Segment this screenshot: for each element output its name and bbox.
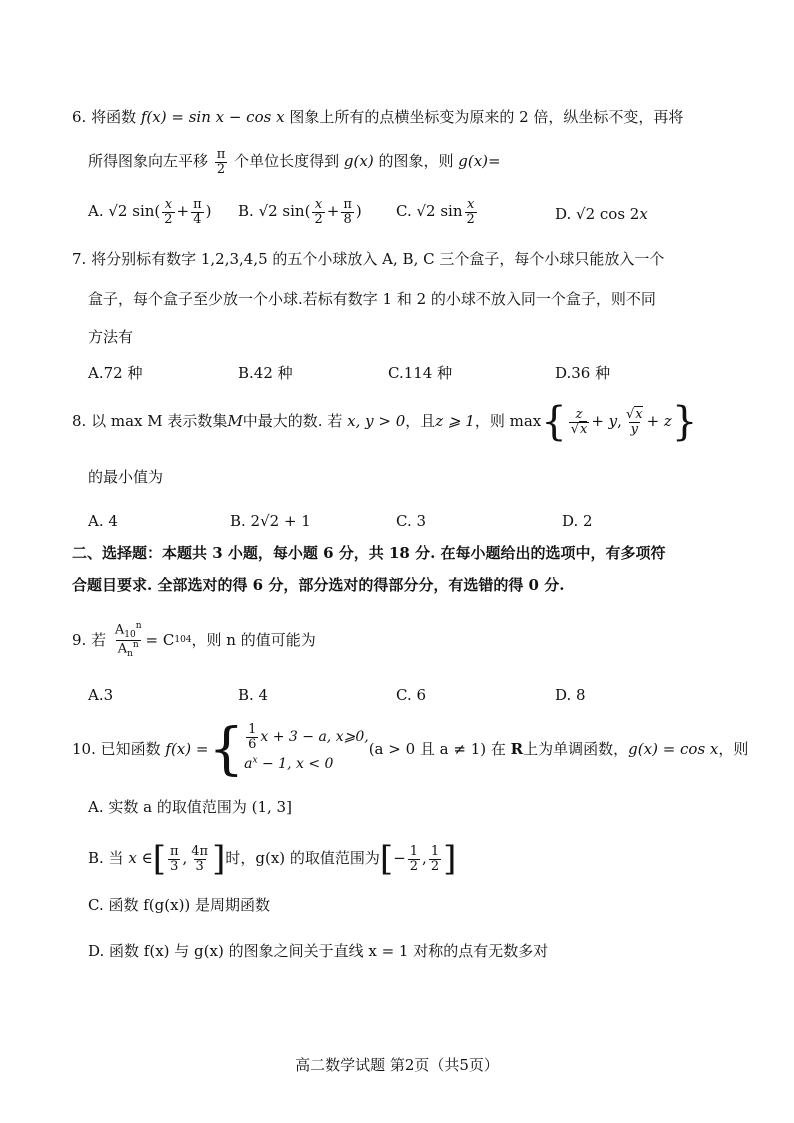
q6-option-c: C. √2 sin $\frac{x}{2}$ [396, 197, 475, 227]
q7-option-a: A.72 种 [88, 364, 143, 382]
q10-option-d: D. 函数 f(x) 与 g(x) 的图象之间关于直线 x = 1 对称的点有无数多对 [88, 942, 549, 960]
q6-line1: 6. 将函数 f(x) = sin x − cos x 图象上所有的点横坐标变为原来的 2 倍，纵坐标不变，再将 [72, 108, 684, 126]
section-2-line1: 二、选择题：本题共 3 小题，每小题 6 分，共 18 分. 在每小题给出的选项中，有多项符 [72, 544, 666, 562]
q8-line1: 8. 以 max M 表示数集 M 中最大的数. 若 x, y > 0 ，且 z ⩾ 1 ，则 max { $\frac{z}{√x}$ + y, $\frac{√x}{y}$ + z } [72, 399, 698, 445]
q7-line3: 方法有 [88, 328, 134, 346]
q10-option-a: A. 实数 a 的取值范围为 (1, 3] [88, 798, 292, 816]
q6-line2: 所得图象向左平移 $\frac{\pi}{2}$ 个单位长度得到 g(x) 的图象，则 g(x)= [88, 147, 501, 177]
q6-option-d: D. √2 cos 2x [555, 205, 648, 223]
q9-option-c: C. 6 [396, 686, 427, 704]
q8-option-b: B. 2√2 + 1 [230, 512, 311, 530]
q10-option-c: C. 函数 f(g(x)) 是周期函数 [88, 896, 271, 914]
q7-line2: 盒子，每个盒子至少放一个小球.若标有数字 1 和 2 的小球不放入同一个盒子，则不同 [88, 290, 656, 308]
q8-option-d: D. 2 [562, 512, 593, 530]
q9-option-a: A.3 [88, 686, 114, 704]
q9-option-b: B. 4 [238, 686, 269, 704]
q6-option-b: B. √2 sin( $\frac{x}{2}$ + $\frac{\pi}{8}$ ) [238, 197, 362, 227]
q8-line2: 的最小值为 [88, 468, 164, 486]
q9-option-d: D. 8 [555, 686, 586, 704]
q7-option-b: B.42 种 [238, 364, 293, 382]
q8-option-a: A. 4 [88, 512, 118, 530]
q6-option-a: A. √2 sin( $\frac{x}{2}$ + $\frac{\pi}{4}$ ) [88, 197, 212, 227]
q8-option-c: C. 3 [396, 512, 427, 530]
q10-line: 10. 已知函数 f(x) = { $\frac{1}{6}$ x + 3 − a, x⩾0, $a^x - 1$, x < 0 (a > 0 且 a ≠ 1) 在 R 上为单调函数， g(x) = cos x ，则 [72, 717, 749, 782]
q10-option-b: B. 当 x ∈ [ $\frac{\pi}{3}$ , $\frac{4\pi}{3}$ ] 时，g(x) 的取值范围为 [ − $\frac{1}{2}$ , $\frac{1}{2}$ ] [88, 839, 457, 879]
q7-line1: 7. 将分别标有数字 1,2,3,4,5 的五个小球放入 A, B, C 三个盒子，每个小球只能放入一个 [72, 250, 665, 268]
q7-option-d: D.36 种 [555, 364, 611, 382]
section-2-line2: 合题目要求. 全部选对的得 6 分，部分选对的得部分分，有选错的得 0 分. [72, 576, 565, 594]
q7-option-c: C.114 种 [388, 364, 453, 382]
page-footer: 高二数学试题 第2页（共5页） [295, 1056, 499, 1074]
q9-line: 9. 若 $\frac{A_{10}^n}{A_n^n}$ = C 10 4 ，则 n 的值可能为 [72, 621, 316, 660]
